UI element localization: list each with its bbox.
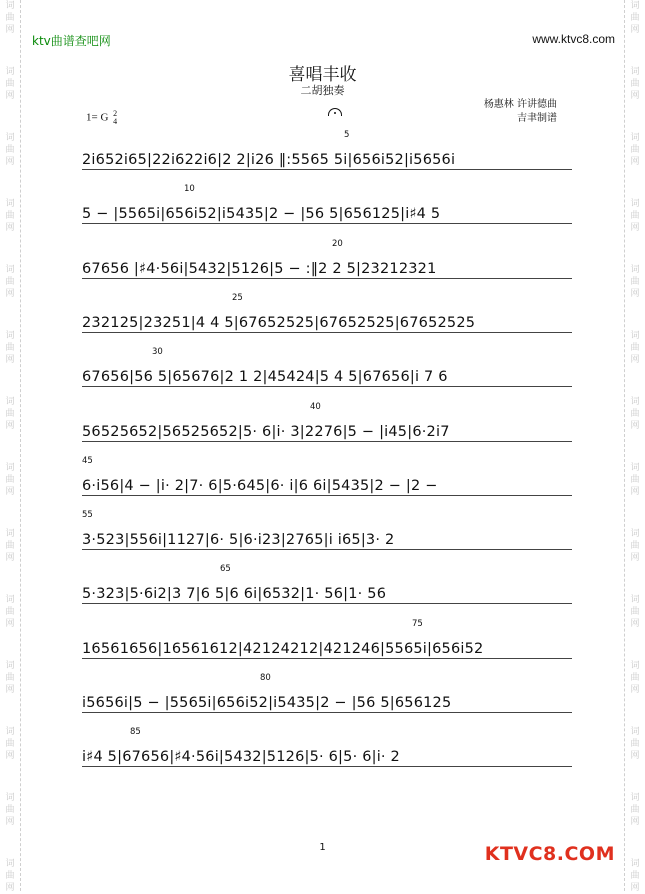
beam-line bbox=[82, 169, 572, 170]
beam-line bbox=[82, 766, 572, 767]
beam-line bbox=[82, 712, 572, 713]
watermark-text: 词 曲 网 bbox=[630, 265, 640, 299]
score-row bbox=[82, 455, 572, 494]
beam-line bbox=[82, 332, 572, 333]
watermark-text: 词 曲 网 bbox=[5, 331, 15, 365]
notation-line: 6·i56|4 − |i· 2|7· 6|5·645|6· i|6 6i|5435|2 − |2 − bbox=[82, 477, 438, 494]
score-row bbox=[82, 401, 572, 440]
notation-line: 5 − |5565i|656i52|i5435|2 − |56 5|656125|i♯4 5 bbox=[82, 206, 441, 223]
score-row bbox=[82, 618, 572, 657]
time-top: 2 bbox=[113, 109, 118, 118]
notation-line: 232125|23251|4 4 5|67652525|67652525|67652525 bbox=[82, 314, 476, 331]
watermark-text: 词 曲 网 bbox=[630, 595, 640, 629]
watermark-text: 词 曲 网 bbox=[630, 661, 640, 695]
site-name-left: ktv曲谱查吧网 bbox=[32, 34, 111, 48]
watermark-text: 词 曲 网 bbox=[630, 859, 640, 893]
notation-line: 3·523|556i|1127|6· 5|6·i23|2765|i i65|3· 2 bbox=[82, 532, 395, 549]
notation-line: 67656 |♯4·56i|5432|5126|5 − :‖2 2 5|23212321 bbox=[82, 260, 437, 277]
beam-line bbox=[82, 386, 572, 387]
notation-line: 2i652i65|22i622i6|2 2|i26 ‖:5565 5i|656i52|i5656i bbox=[82, 152, 456, 168]
bar-number: 65 bbox=[220, 564, 231, 575]
bar-number: 55 bbox=[82, 510, 93, 521]
site-logo: KTVC8.COM bbox=[484, 843, 615, 865]
score-row bbox=[82, 184, 572, 223]
watermark-text: 词 曲 网 bbox=[630, 463, 640, 497]
notation-line: 16561656|16561612|42124212|421246|5565i|656i52 bbox=[82, 640, 484, 657]
bar-number: 10 bbox=[184, 184, 195, 195]
notation-line: i♯4 5|67656|♯4·56i|5432|5126|5· 6|5· 6|i· 2 bbox=[82, 749, 400, 766]
watermark-text: 词 曲 网 bbox=[5, 397, 15, 431]
watermark-text: 词 曲 网 bbox=[630, 331, 640, 365]
right-watermark-column bbox=[627, 0, 643, 891]
beam-line bbox=[82, 278, 572, 279]
time-signature bbox=[113, 110, 117, 126]
bar-number: 80 bbox=[260, 673, 271, 683]
score-row bbox=[82, 673, 572, 711]
watermark-text: 词 曲 网 bbox=[5, 661, 15, 695]
watermark-text: 词 曲 网 bbox=[630, 529, 640, 563]
fermata-icon bbox=[328, 108, 342, 116]
watermark-text: 词 曲 网 bbox=[5, 1, 15, 35]
notation-line: 67656|56 5|65676|2 1 2|45424|5 4 5|67656|i 7 6 bbox=[82, 369, 448, 386]
score-title: 喜唱丰收 bbox=[288, 65, 357, 85]
notation-line: 56525652|56525652|5· 6|i· 3|2276|5 − |i45|6·2i7 bbox=[82, 423, 450, 440]
watermark-text: 词 曲 网 bbox=[5, 463, 15, 497]
transcriber-line: 吉聿制谱 bbox=[517, 113, 557, 124]
score-row bbox=[82, 347, 572, 386]
key-label: 1= G bbox=[86, 111, 109, 124]
beam-line bbox=[82, 603, 572, 604]
watermark-text: 词 曲 网 bbox=[630, 727, 640, 761]
left-dashed-guide bbox=[20, 0, 21, 891]
beam-line bbox=[82, 549, 572, 550]
right-dashed-guide bbox=[624, 0, 625, 891]
watermark-text: 词 曲 网 bbox=[5, 199, 15, 233]
watermark-text: 词 曲 网 bbox=[630, 133, 640, 167]
watermark-text: 词 曲 网 bbox=[5, 793, 15, 827]
watermark-text: 词 曲 网 bbox=[630, 397, 640, 431]
watermark-text: 词 曲 网 bbox=[630, 199, 640, 233]
beam-line bbox=[82, 495, 572, 496]
watermark-text: 词 曲 网 bbox=[630, 1, 640, 35]
watermark-text: 词 曲 网 bbox=[5, 859, 15, 893]
time-bottom: 4 bbox=[113, 117, 118, 126]
score-row bbox=[82, 238, 572, 277]
score-subtitle: 二胡独奏 bbox=[300, 84, 345, 97]
watermark-text: 词 曲 网 bbox=[630, 67, 640, 101]
bar-number: 40 bbox=[310, 401, 321, 412]
bar-number: 75 bbox=[412, 618, 423, 629]
site-url-right: www.ktvc8.com bbox=[532, 32, 615, 46]
notation-line: 5·323|5·6i2|3 7|6 5|6 6i|6532|1· 56|1· 56 bbox=[82, 586, 387, 603]
notation-line: i5656i|5 − |5565i|656i52|i5435|2 − |56 5|656125 bbox=[82, 695, 452, 711]
watermark-text: 词 曲 网 bbox=[5, 595, 15, 629]
watermark-text: 词 曲 网 bbox=[5, 265, 15, 299]
watermark-text: 词 曲 网 bbox=[5, 133, 15, 167]
bar-number: 5 bbox=[344, 130, 350, 140]
score-row bbox=[82, 564, 572, 603]
score-row bbox=[82, 510, 572, 549]
watermark-text: 词 曲 网 bbox=[5, 727, 15, 761]
beam-line bbox=[82, 223, 572, 224]
page-number: 1 bbox=[319, 842, 326, 853]
watermark-text: 词 曲 网 bbox=[5, 67, 15, 101]
watermark-text: 词 曲 网 bbox=[5, 529, 15, 563]
composer-credits bbox=[484, 98, 557, 126]
score-row bbox=[82, 130, 572, 168]
left-watermark-column bbox=[2, 0, 18, 891]
bar-number: 25 bbox=[232, 292, 243, 303]
beam-line bbox=[82, 658, 572, 659]
score-row bbox=[82, 292, 572, 331]
composer-line: 杨惠林 许讲德曲 bbox=[483, 99, 557, 110]
score-row bbox=[82, 727, 572, 766]
bar-number: 85 bbox=[130, 727, 141, 738]
bar-number: 45 bbox=[82, 455, 93, 466]
beam-line bbox=[82, 441, 572, 442]
watermark-text: 词 曲 网 bbox=[630, 793, 640, 827]
key-signature bbox=[86, 110, 117, 126]
bar-number: 30 bbox=[152, 347, 163, 358]
bar-number: 20 bbox=[332, 238, 343, 249]
